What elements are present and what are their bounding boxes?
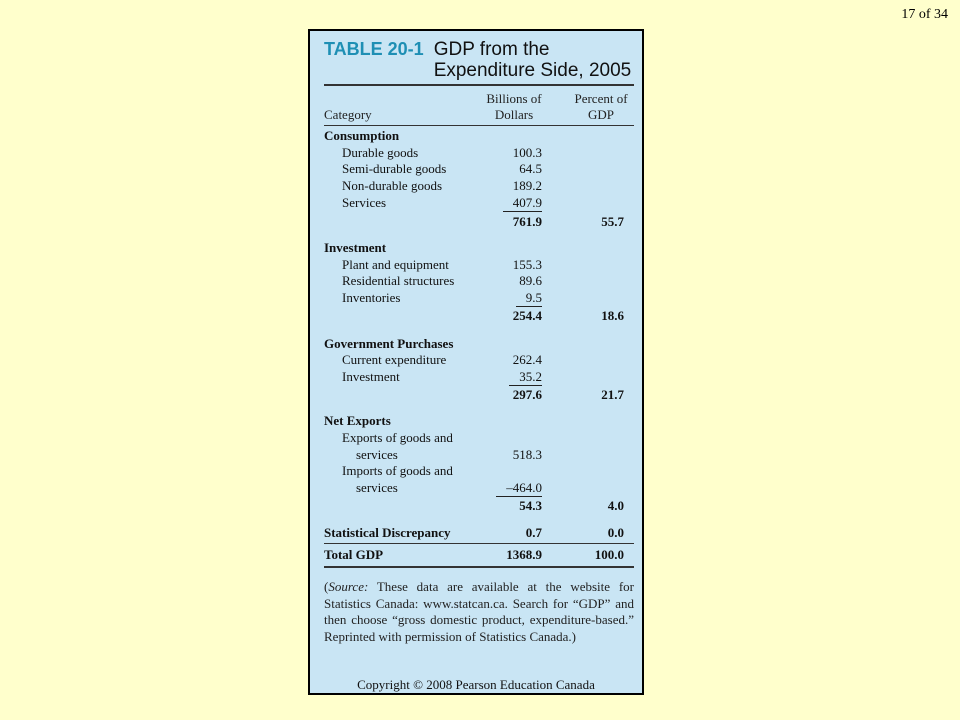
billions-value: 297.6 bbox=[512, 387, 542, 402]
row-label: Imports of goods and bbox=[342, 463, 453, 478]
row-label: Net Exports bbox=[324, 413, 391, 428]
header-rule bbox=[324, 125, 634, 126]
table-row bbox=[324, 128, 634, 144]
billions-value: 64.5 bbox=[519, 161, 542, 176]
table-row bbox=[324, 525, 634, 541]
table-row bbox=[324, 336, 634, 352]
header-billions: Billions of Dollars bbox=[486, 91, 542, 122]
row-label: Investment bbox=[324, 240, 387, 255]
billions-value: 254.4 bbox=[512, 308, 542, 323]
billions-value: 761.9 bbox=[512, 214, 542, 229]
row-label: Durable goods bbox=[342, 145, 419, 160]
billions-value: 1368.9 bbox=[506, 547, 542, 562]
total-rule-top bbox=[324, 543, 634, 544]
percent-value: 100.0 bbox=[594, 547, 624, 562]
row-label: Total GDP bbox=[324, 547, 384, 562]
table-row bbox=[324, 145, 634, 161]
table-row bbox=[324, 498, 634, 514]
row-label: Services bbox=[342, 195, 387, 210]
billions-value: 100.3 bbox=[512, 145, 542, 160]
table-row bbox=[324, 369, 634, 385]
table-row bbox=[324, 352, 634, 368]
table-row bbox=[324, 547, 634, 563]
header-percent: Percent of GDP bbox=[574, 91, 628, 122]
table-row bbox=[324, 178, 634, 194]
table-row bbox=[324, 161, 634, 177]
percent-value: 21.7 bbox=[601, 387, 624, 402]
row-label: Government Purchases bbox=[324, 336, 454, 351]
table-caption: GDP from the Expenditure Side, 2005 bbox=[433, 39, 632, 81]
row-label: Current expenditure bbox=[342, 352, 447, 367]
billions-value: 407.9 bbox=[503, 195, 542, 212]
table-title bbox=[324, 39, 634, 81]
billions-value: 262.4 bbox=[512, 352, 542, 367]
row-label: Investment bbox=[342, 369, 400, 384]
header-category: Category bbox=[324, 107, 372, 122]
table-row bbox=[324, 214, 634, 230]
row-label: Consumption bbox=[324, 128, 400, 143]
table-row bbox=[324, 387, 634, 403]
table-row bbox=[324, 463, 634, 479]
copyright-notice: Copyright © 2008 Pearson Education Canada bbox=[357, 677, 595, 692]
table-number: TABLE 20-1 bbox=[324, 39, 424, 59]
billions-value: 9.5 bbox=[516, 290, 542, 307]
row-label: Inventories bbox=[342, 290, 401, 305]
percent-value: 0.0 bbox=[607, 525, 624, 540]
row-label: Residential structures bbox=[342, 273, 455, 288]
table-row bbox=[324, 257, 634, 273]
row-label: services bbox=[356, 447, 398, 462]
billions-value: 189.2 bbox=[512, 178, 542, 193]
billions-value: 0.7 bbox=[525, 525, 542, 540]
percent-value: 18.6 bbox=[601, 308, 624, 323]
table-row bbox=[324, 413, 634, 429]
row-label: Plant and equipment bbox=[342, 257, 449, 272]
row-label: services bbox=[356, 480, 398, 495]
row-label: Exports of goods and bbox=[342, 430, 453, 445]
table-row bbox=[324, 273, 634, 289]
table-row bbox=[324, 308, 634, 324]
billions-value: 89.6 bbox=[519, 273, 542, 288]
row-label: Statistical Discrepancy bbox=[324, 525, 451, 540]
table-row bbox=[324, 480, 634, 496]
table-row bbox=[324, 290, 634, 306]
table-row bbox=[324, 240, 634, 256]
table-figure bbox=[308, 29, 644, 695]
billions-value: 54.3 bbox=[519, 498, 542, 513]
percent-value: 4.0 bbox=[607, 498, 624, 513]
table-row bbox=[324, 430, 634, 446]
billions-value: –464.0 bbox=[496, 480, 542, 497]
table-row bbox=[324, 447, 634, 463]
billions-value: 35.2 bbox=[509, 369, 542, 386]
bottom-rule bbox=[324, 566, 634, 568]
page-indicator: 17 of 34 bbox=[901, 7, 948, 22]
row-label: Non-durable goods bbox=[342, 178, 443, 193]
billions-value: 518.3 bbox=[512, 447, 542, 462]
table-row bbox=[324, 195, 634, 211]
billions-value: 155.3 bbox=[512, 257, 542, 272]
percent-value: 55.7 bbox=[601, 214, 624, 229]
row-label: Semi-durable goods bbox=[342, 161, 447, 176]
source-note: (Source: These data are available at the website for Statistics Canada: www.statcan.ca. Search for “GDP” and then choose “gross domestic product, expenditure-based.” Reprinted with permission of Statistics Canada.) bbox=[324, 579, 634, 644]
top-rule bbox=[324, 84, 634, 86]
